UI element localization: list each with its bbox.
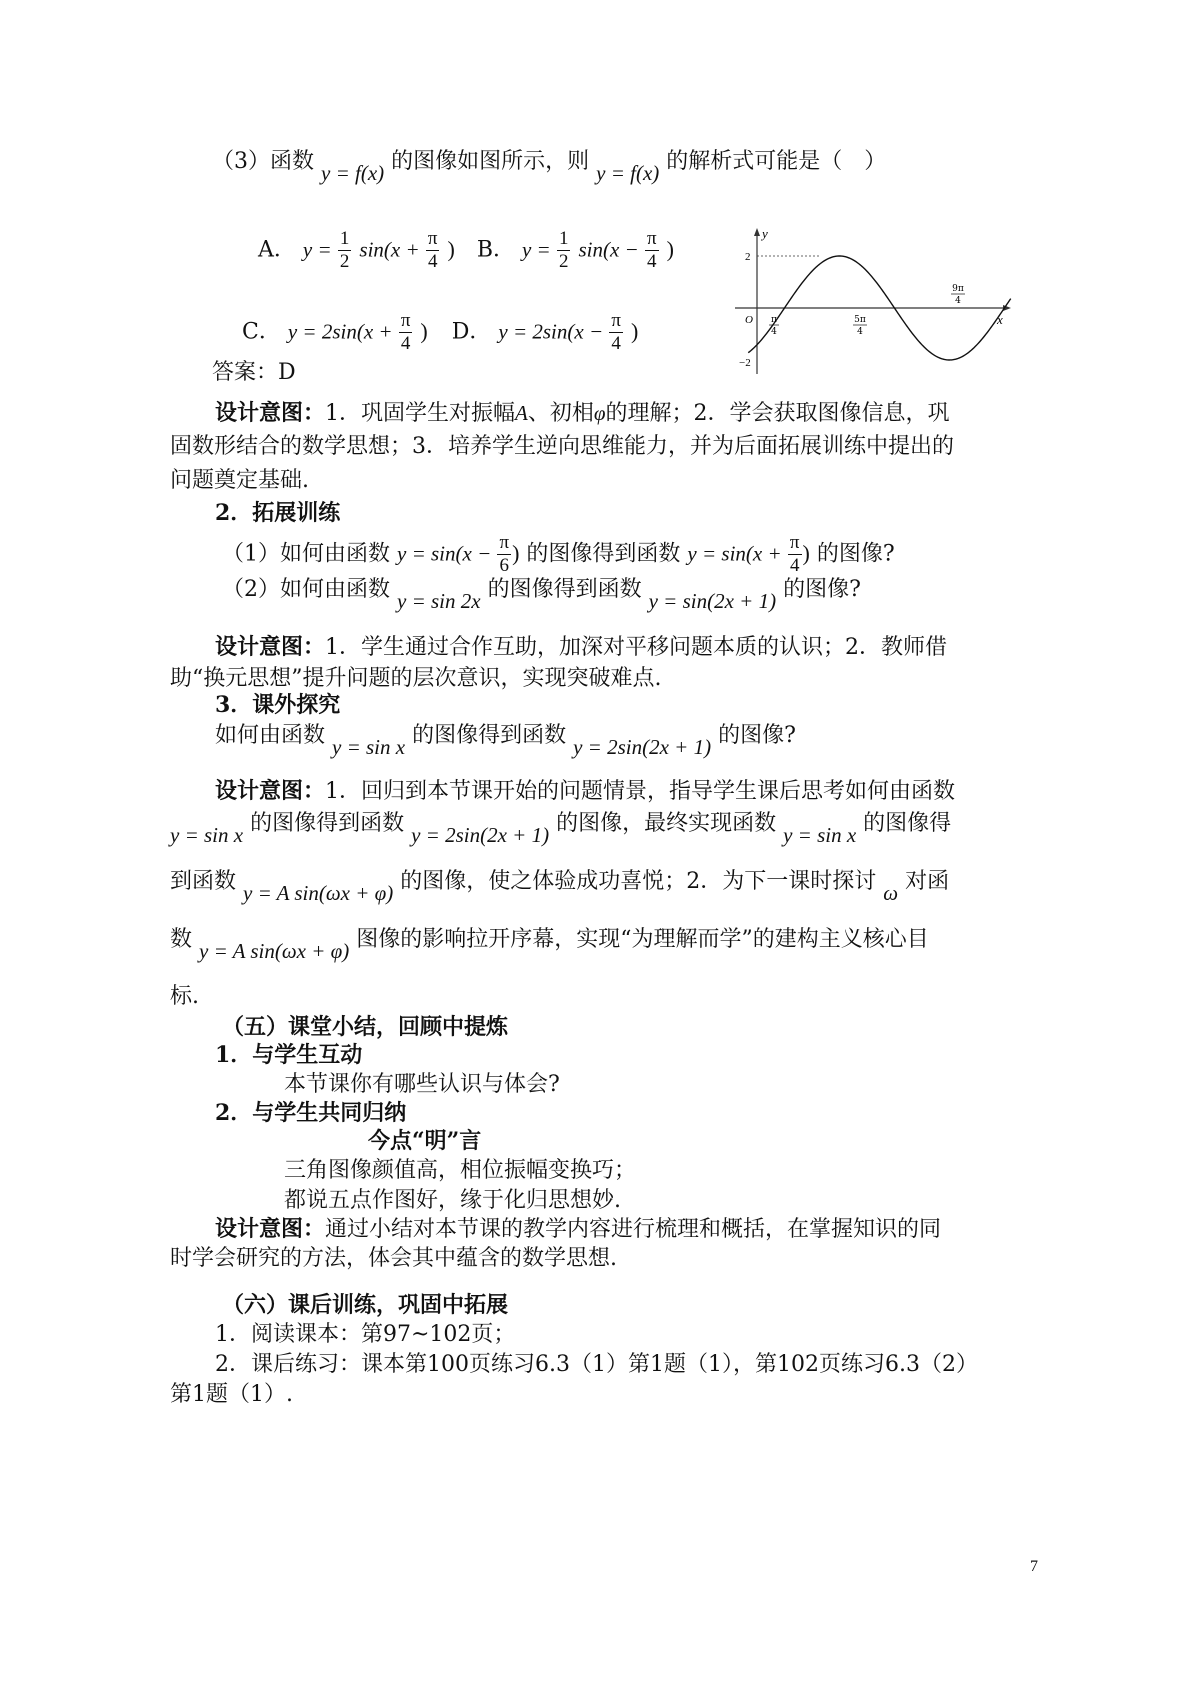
tick-9pi-4: [951, 284, 965, 306]
sec5-sub2: 2．与学生共同归纳: [215, 1100, 407, 1126]
y-axis-arrow: [754, 228, 760, 236]
intent3-line5: 标.: [170, 984, 199, 1009]
svg-text:4: 4: [857, 327, 863, 337]
svg-text:π: π: [771, 315, 777, 325]
page-number: 7: [1030, 1558, 1038, 1575]
sec3-question: 如何由函数 y = sin x 的图像得到函数 y = 2sin(2x + 1) 的图像?: [215, 723, 796, 759]
svg-text:5π: 5π: [854, 315, 866, 325]
intent3-line1: 设计意图：1．回归到本节课开始的问题情景，指导学生课后思考如何由函数: [215, 778, 956, 804]
option-a-label: A．: [258, 237, 296, 263]
sec6-item1: 1．阅读课本：第97~102页；: [215, 1322, 516, 1347]
option-b-pre: y =: [521, 237, 556, 262]
intent1-line2: 固数形结合的数学思想；3．培养学生逆向思维能力，并为后面拓展训练中提出的: [170, 434, 954, 459]
option-a-pre: y =: [302, 237, 337, 262]
option-b-body: sin(x −: [578, 237, 644, 262]
sec2-q2: （2）如何由函数 y = sin 2x 的图像得到函数 y = sin(2x + 1) 的图像?: [222, 577, 861, 613]
option-c-pre: y = 2sin(x +: [287, 319, 398, 344]
svg-text:9π: 9π: [952, 284, 964, 294]
intent3-line4: 数 y = A sin(ωx + φ) 图像的影响拉开序幕，实现“为理解而学”的建构主义核心目: [170, 927, 929, 963]
sine-graph: [735, 228, 1015, 376]
intent3-line3: 到函数 y = A sin(ωx + φ) 的图像，使之体验成功喜悦；2．为下一课时探讨 ω 对函: [170, 869, 950, 905]
option-a-frac: $\frac{1}{2}$: [339, 228, 350, 272]
sec6-item2: 2．课后练习：课本第100页练习6.3（1）第1题（1），第102页练习6.3（2）: [215, 1352, 978, 1377]
q1-frac2: $\frac{\pi}{4}$: [789, 532, 800, 576]
intent4-line2: 时学会研究的方法，体会其中蕴含的数学思想.: [170, 1246, 617, 1271]
intent1-line3: 问题奠定基础.: [170, 468, 309, 493]
y-axis-label: y: [762, 228, 768, 241]
option-d-pre: y = 2sin(x −: [498, 319, 609, 344]
options-ab: A． y = $\frac{1}{2}$ sin(x + $\frac{\pi}{4}$ ) B． y = $\frac{1}{2}$ sin(x − $\frac{\pi}{4}$ ): [258, 228, 674, 272]
poem-line2: 都说五点作图好，缘于化归思想妙.: [284, 1188, 621, 1213]
x-axis-label: x: [997, 312, 1003, 327]
origin-label: O: [745, 314, 753, 326]
intent1-head: 设计意图：: [215, 400, 326, 426]
sec6-item3: 第1题（1）.: [170, 1382, 293, 1407]
intent3-line2: y = sin x 的图像得到函数 y = 2sin(2x + 1) 的图像，最终实现函数 y = sin x 的图像得: [170, 811, 952, 847]
q3-line: [212, 146, 887, 185]
y-min-label: −2: [739, 357, 751, 369]
y-max-label: 2: [745, 251, 751, 263]
option-d-label: D．: [451, 319, 492, 345]
sec6-title: （六）课后训练，巩固中拓展: [222, 1292, 509, 1318]
intent4-line1: 设计意图：通过小结对本节课的教学内容进行梳理和概括，在掌握知识的同: [215, 1216, 942, 1242]
option-b-pifrac: $\frac{\pi}{4}$: [646, 228, 657, 272]
poem-title: 今点“明”言: [368, 1128, 482, 1154]
option-b-label: B．: [476, 237, 515, 263]
svg-text:4: 4: [771, 327, 777, 337]
sec2-title: 2．拓展训练: [215, 500, 341, 526]
option-b-frac: $\frac{1}{2}$: [558, 228, 569, 272]
q3-func2: y = f(x): [596, 161, 660, 185]
sec5-question: 本节课你有哪些认识与体会?: [284, 1072, 560, 1097]
intent2-line1: 设计意图：1．学生通过合作互助，加深对平移问题本质的认识；2．教师借: [215, 634, 948, 660]
option-c-label: C．: [242, 319, 281, 345]
q3-prefix: （3）函数: [212, 149, 314, 174]
tick-5pi-4: [853, 315, 867, 337]
sec2-q1: （1）如何由函数 y = sin(x − $\frac{\pi}{6}$ ) 的图像得到函数 y = sin(x + $\frac{\pi}{4}$ ) 的图像?: [222, 532, 895, 576]
option-c-pifrac: $\frac{\pi}{4}$: [400, 310, 411, 354]
option-a-body: sin(x +: [359, 237, 425, 262]
option-d-pifrac: $\frac{\pi}{4}$: [611, 310, 621, 354]
svg-text:4: 4: [955, 296, 961, 306]
poem-line1: 三角图像颜值高，相位振幅变换巧；: [284, 1158, 637, 1183]
intent1-line1: 设计意图：1．巩固学生对振幅A、初相φ的理解；2．学会获取图像信息，巩: [215, 400, 950, 426]
answer: 答案：D: [212, 360, 296, 385]
intent2-line2: 助“换元思想”提升问题的层次意识，实现突破难点.: [170, 666, 662, 691]
q3-func: y = f(x): [321, 161, 385, 185]
sec3-title: 3．课外探究: [215, 692, 341, 718]
sec5-title: （五）课堂小结，回顾中提炼: [222, 1014, 509, 1040]
sec5-sub1: 1．与学生互动: [215, 1042, 363, 1068]
q1-frac1: $\frac{\pi}{6}$: [499, 532, 510, 576]
options-cd: C． y = 2sin(x + $\frac{\pi}{4}$ ) D． y = 2sin(x − $\frac{\pi}{4}$ ): [242, 310, 639, 354]
q3-suffix: 的解析式可能是（ ）: [666, 149, 887, 174]
option-a-pifrac: $\frac{\pi}{4}$: [427, 228, 438, 272]
q3-mid: 的图像如图所示，则: [391, 149, 590, 174]
